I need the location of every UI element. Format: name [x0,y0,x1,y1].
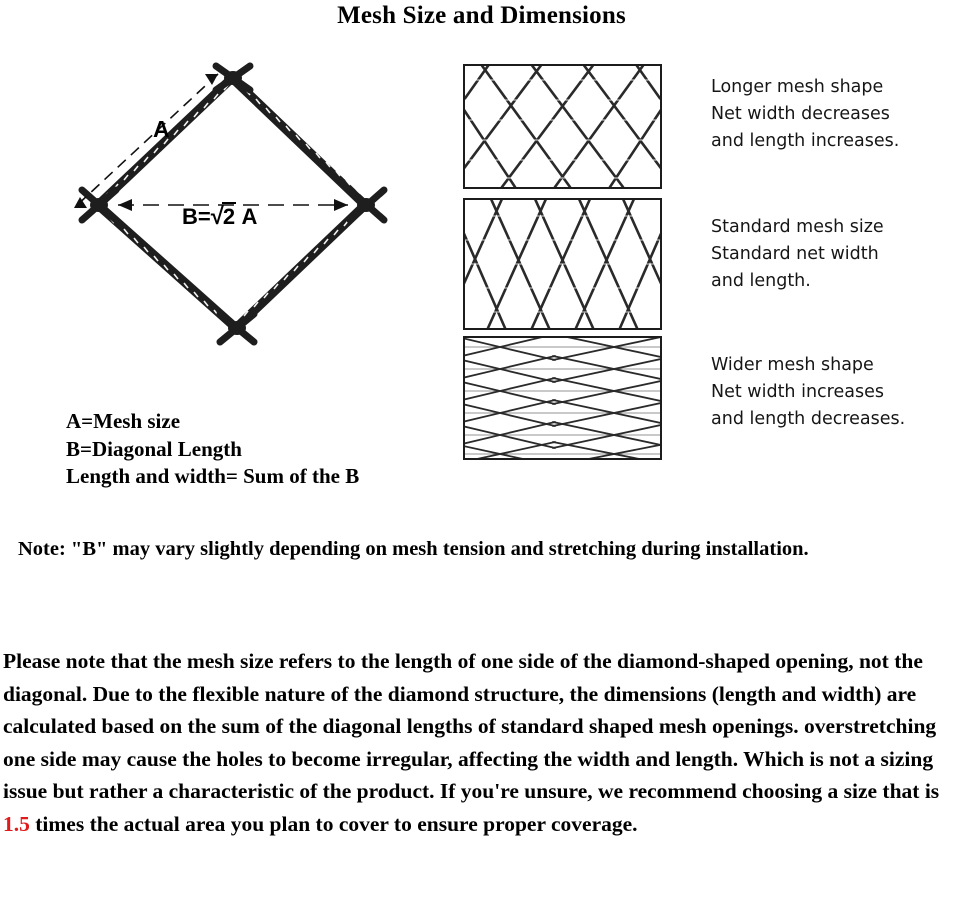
radical-icon: √ [210,203,224,230]
desc-longer-line3: and length increases. [711,131,900,151]
paragraph-part-2: times the actual area you plan to cover to ensure proper coverage. [29,811,638,836]
mesh-panel-wider [463,336,662,460]
label-b-radicand: 2 [222,204,236,229]
label-b-suffix: A [241,204,258,229]
desc-wider-line1: Wider mesh shape [711,355,874,375]
legend-line-length: Length and width= Sum of the B [66,464,360,488]
desc-longer-line2: Net width decreases [711,104,890,124]
mesh-pattern-longer [465,66,660,187]
desc-standard-mesh [711,214,884,295]
dimension-arrow-a [74,74,218,208]
desc-standard-line3: and length. [711,271,811,291]
page-title: Mesh Size and Dimensions [337,2,626,29]
mesh-panel-longer [463,64,662,189]
desc-longer-line1: Longer mesh shape [711,77,884,97]
legend-line-a: A=Mesh size [66,409,181,433]
legend-line-b: B=Diagonal Length [66,436,242,461]
desc-wider-line2: Net width increases [711,382,884,402]
paragraph-highlight: 1.5 [3,811,30,836]
desc-standard-line2: Standard net width [711,244,879,264]
paragraph-part-1: Please note that the mesh size refers to the length of one side of the diamond-shaped opening, not the diagonal. Due to the flexible nature of the diamond structure, the dimensions (length and width) are calculated based on the sum of the diagonal lengths of standard shaped mesh openings. overstretching one side may cause the holes to become irregular, affecting the width and length. Which is not a sizing issue but rather a characteristic of the product. If you're unsure, we recommend choosing a size that is [3,649,940,803]
desc-wider-line3: and length decreases. [711,409,906,429]
desc-wider-mesh [711,352,905,433]
desc-standard-line1: Standard mesh size [711,217,884,237]
label-a: A [153,116,170,142]
description-paragraph [3,645,960,840]
mesh-panel-standard [463,198,662,330]
diamond-diagram [40,38,440,398]
label-b [182,203,257,231]
label-b-prefix: B= [182,204,211,229]
desc-longer-mesh [711,74,899,155]
legend [66,408,359,491]
mesh-pattern-standard [465,200,660,328]
mesh-pattern-wider [465,338,660,458]
note-text: Note: "B" may vary slightly depending on mesh tension and stretching during installation. [18,538,809,560]
